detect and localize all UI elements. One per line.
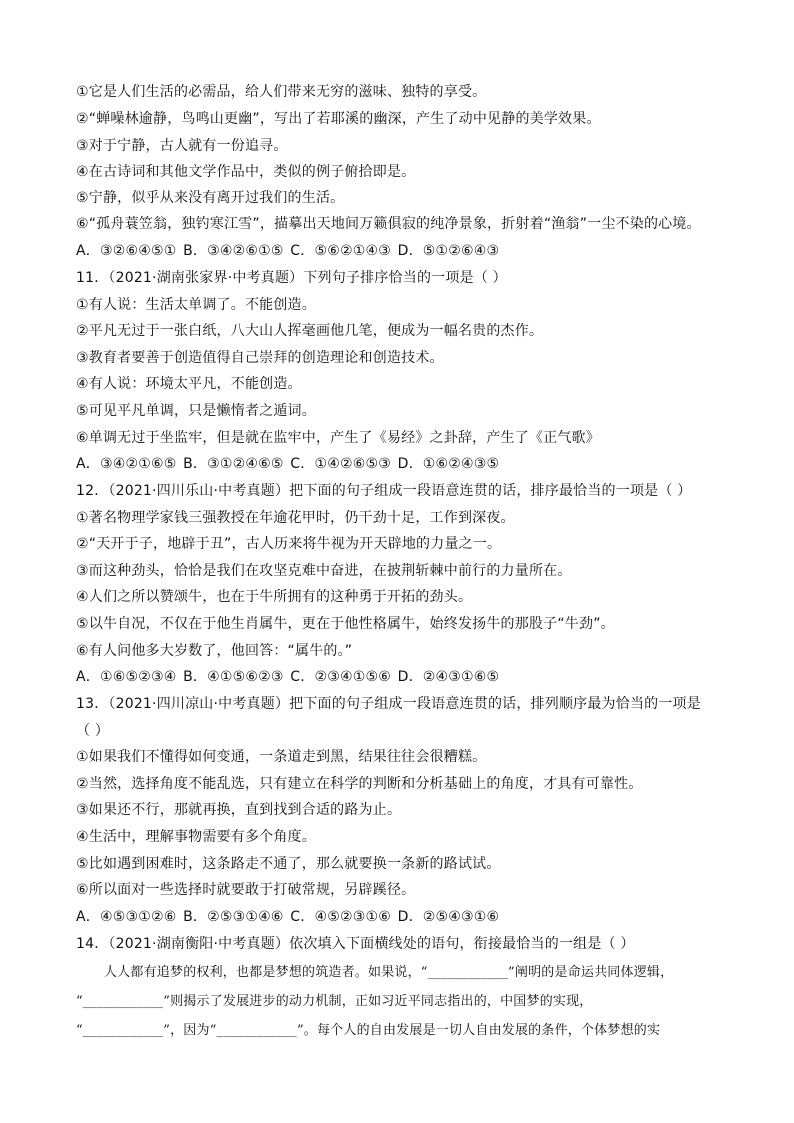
question-paren: （ ） (76, 723, 110, 739)
text-line: ④在古诗词和其他文学作品中，类似的例子俯拾即是。 (76, 164, 416, 180)
text-line: ④有人说：环境太平凡，不能创造。 (76, 376, 302, 392)
text-line: ①它是人们生活的必需品，给人们带来无穷的滋味、独特的享受。 (76, 84, 487, 100)
text-line: ④人们之所以赞颂牛，也在于牛所拥有的这种勇于开拓的劲头。 (76, 589, 473, 605)
answer-options: A．③④②①⑥⑤ B．③①②④⑥⑤ C．①④②⑥⑤③ D．①⑥②④③⑤ (76, 456, 500, 472)
text-line: ③教育者要善于创造值得自己崇拜的创造理论和创造技术。 (76, 350, 444, 366)
passage-line: 人人都有追梦的权利，也都是梦想的筑造者。如果说，“____________”阐明的是命运共同体逻辑， (104, 965, 674, 980)
text-line: ⑤宁静，似乎从来没有离开过我们的生活。 (76, 190, 345, 206)
answer-options: A．④⑤③①②⑥ B．②⑤③①④⑥ C．④⑤②③①⑥ D．②⑤④③①⑥ (76, 909, 500, 925)
text-line: ②当然，选择角度不能乱选，只有建立在科学的判断和分析基础上的角度，才具有可靠性。 (76, 776, 643, 792)
question-stem: 13．（2021·四川凉山·中考真题）把下面的句子组成一段语意连贯的话，排列顺序最为恰当的一项是 (76, 696, 701, 712)
question-stem: 14．（2021·湖南衡阳·中考真题）依次填入下面横线处的语句，衔接最恰当的一组是（ ） (76, 936, 635, 952)
text-line: ③对于宁静，古人就有一份追寻。 (76, 138, 288, 154)
answer-options: A．③②⑥④⑤① B．③④②⑥①⑤ C．⑤⑥②①④③ D．⑤①②⑥④③ (76, 243, 500, 259)
text-line: ②平凡无过于一张白纸，八大山人挥毫画他几笔，便成为一幅名贵的杰作。 (76, 323, 544, 339)
text-line: ①著名物理学家钱三强教授在年逾花甲时，仍干劲十足，工作到深夜。 (76, 510, 515, 526)
passage-line: “____________”则揭示了发展进步的动力机制，正如习近平同志指出的，中国梦的实现， (76, 994, 593, 1009)
text-line: ①有人说：生活太单调了。不能创造。 (76, 297, 316, 313)
text-line: ⑥所以面对一些选择时就要敢于打破常规，另辟蹊径。 (76, 882, 416, 898)
text-line: ②“蝉噪林逾静，鸟鸣山更幽”，写出了若耶溪的幽深，产生了动中见静的美学效果。 (76, 111, 601, 127)
text-line: ③而这种劲头，恰恰是我们在攻坚克难中奋进，在披荆斩棘中前行的力量所在。 (76, 563, 572, 579)
text-line: ③如果还不行，那就再换，直到找到合适的路为止。 (76, 802, 402, 818)
question-stem: 12．（2021·四川乐山·中考真题）把下面的句子组成一段语意连贯的话，排序最恰当的一项是（ ） (76, 483, 692, 499)
text-line: ⑤可见平凡单调，只是懒惰者之遁词。 (76, 403, 316, 419)
text-line: ①如果我们不懂得如何变通，一条道走到黑，结果往往会很糟糕。 (76, 749, 487, 765)
text-line: ⑥单调无过于坐监牢，但是就在监牢中，产生了《易经》之卦辞，产生了《正气歌》 (76, 430, 600, 446)
question-stem: 11．（2021·湖南张家界·中考真题）下列句子排序恰当的一项是（ ） (76, 270, 507, 286)
text-line: ⑥“孤舟蓑笠翁，独钓寒江雪”，描摹出天地间万籁俱寂的纯净景象，折射着“渔翁”一尘不染的心境。 (76, 216, 701, 232)
text-line: ⑥有人问他多大岁数了，他回答：“属牛的。” (76, 643, 353, 659)
text-line: ②“天开于子，地辟于丑”，古人历来将牛视为开天辟地的力量之一。 (76, 536, 502, 552)
text-line: ⑤以牛自况，不仅在于他生肖属牛，更在于他性格属牛，始终发扬牛的那股子“牛劲”。 (76, 616, 615, 632)
text-line: ④生活中，理解事物需要有多个角度。 (76, 829, 316, 845)
passage-line: “____________”，因为“____________”。每个人的自由发展是一切人自由发展的条件，个体梦想的实 (76, 1023, 661, 1038)
text-line: ⑤比如遇到困难时，这条路走不通了，那么就要换一条新的路试试。 (76, 856, 501, 872)
answer-options: A．①⑥⑤②③④ B．④①⑤⑥②③ C．②③④①⑤⑥ D．②④③①⑥⑤ (76, 669, 500, 685)
